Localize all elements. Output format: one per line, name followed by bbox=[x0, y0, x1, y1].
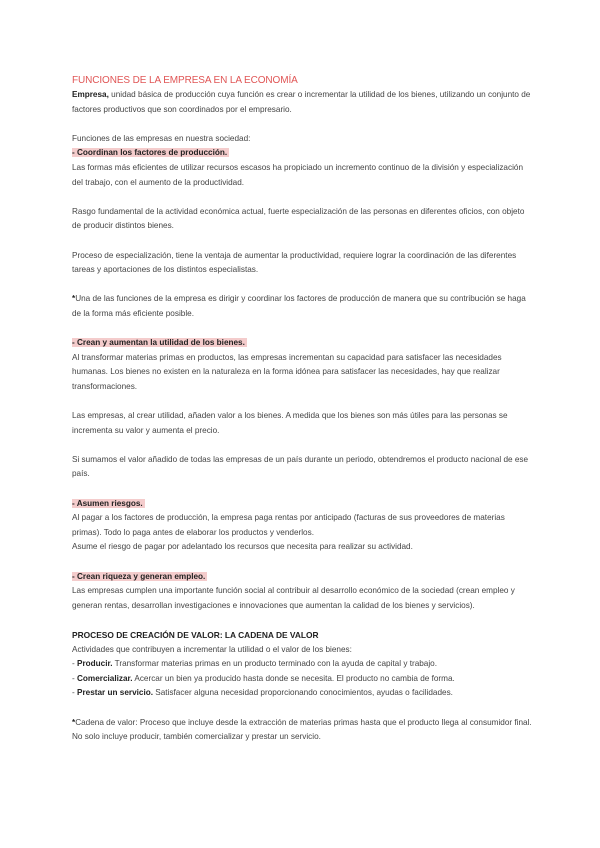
functions-lead: Funciones de las empresas en nuestra sociedad: bbox=[72, 133, 251, 143]
paragraph: *Una de las funciones de la empresa es dirigir y coordinar los factores de producción de manera que su contribución se haga de la forma más eficiente posible. bbox=[72, 294, 526, 318]
intro-paragraph bbox=[72, 88, 532, 117]
page-title: FUNCIONES DE LA EMPRESA EN LA ECONOMÍA bbox=[72, 75, 298, 86]
list-item: - Comercializar. Acercar un bien ya producido hasta donde se necesita. El producto no cambia de forma. bbox=[72, 673, 455, 683]
section-heading-asumen-riesgos: - Asumen riesgos. bbox=[72, 498, 143, 508]
list-item: - Prestar un servicio. Satisfacer alguna necesidad proporcionando conocimientos, ayudas o facilidades. bbox=[72, 688, 453, 698]
paragraph: Actividades que contribuyen a incrementar la utilidad o el valor de los bienes: bbox=[72, 644, 352, 654]
intro-text: unidad básica de producción cuya función es crear o incrementar la utilidad de los bienes, utilizando un conjunto de factores productivos que son coordinados por el empresario. bbox=[72, 90, 531, 114]
section-heading-cadena-valor: PROCESO DE CREACIÓN DE VALOR: LA CADENA DE VALOR bbox=[72, 629, 319, 640]
paragraph: Rasgo fundamental de la actividad económica actual, fuerte especialización de las personas en diferentes oficios, con objeto de producir distintos bienes. bbox=[72, 206, 525, 231]
paragraph: Las empresas cumplen una importante función social al contribuir al desarrollo económico de la sociedad (crean empleo y generan rentas, desarrollan investigaciones e innovaciones que aumentan la calidad de los bienes y servicios). bbox=[72, 586, 515, 610]
paragraph: *Cadena de valor: Proceso que incluye desde la extracción de materias primas hasta que el producto llega al consumidor final. No solo incluye producir, también comercializar y prestar un servicio. bbox=[72, 717, 532, 742]
paragraph: Proceso de especialización, tiene la ventaja de aumentar la productividad, requiere lograr la coordinación de las diferentes tareas y aportaciones de los distintos especialistas. bbox=[72, 250, 517, 275]
paragraph: Las formas más eficientes de utilizar recursos escasos ha propiciado un incremento continuo de la división y especialización del trabajo, con el aumento de la productividad. bbox=[72, 162, 524, 187]
intro-term: Empresa, bbox=[72, 90, 109, 99]
section-heading-crean-utilidad: - Crean y aumentan la utilidad de los bienes. bbox=[72, 338, 245, 348]
paragraph: Las empresas, al crear utilidad, añaden valor a los bienes. A medida que los bienes son más útiles para las personas se incrementa su valor y aumenta el precio. bbox=[72, 411, 508, 435]
paragraph: Asume el riesgo de pagar por adelantado los recursos que necesita para realizar su actividad. bbox=[72, 542, 413, 552]
paragraph: Al pagar a los factores de producción, la empresa paga rentas por anticipado (facturas de sus proveedores de materias primas). Todo lo paga antes de elaborar los productos y venderlos. bbox=[72, 513, 505, 537]
section-heading-crean-riqueza: - Crean riqueza y generan empleo. bbox=[72, 571, 206, 581]
document-content bbox=[72, 74, 532, 745]
paragraph: Si sumamos el valor añadido de todas las empresas de un país durante un periodo, obtendremos el producto nacional de ese país. bbox=[72, 454, 529, 479]
list-item: - Producir. Transformar materias primas en un producto terminado con la ayuda de capital y trabajo. bbox=[72, 659, 437, 669]
asterisk: * bbox=[72, 294, 76, 304]
asterisk: * bbox=[72, 717, 76, 727]
paragraph: Al transformar materias primas en productos, las empresas incrementan su capacidad para satisfacer las necesidades humanas. Los bienes no existen en la naturaleza en la forma idónea para satisfacer las necesidades, hay que realizar transformaciones. bbox=[72, 352, 502, 391]
section-heading-coordinan: - Coordinan los factores de producción. bbox=[72, 148, 228, 158]
